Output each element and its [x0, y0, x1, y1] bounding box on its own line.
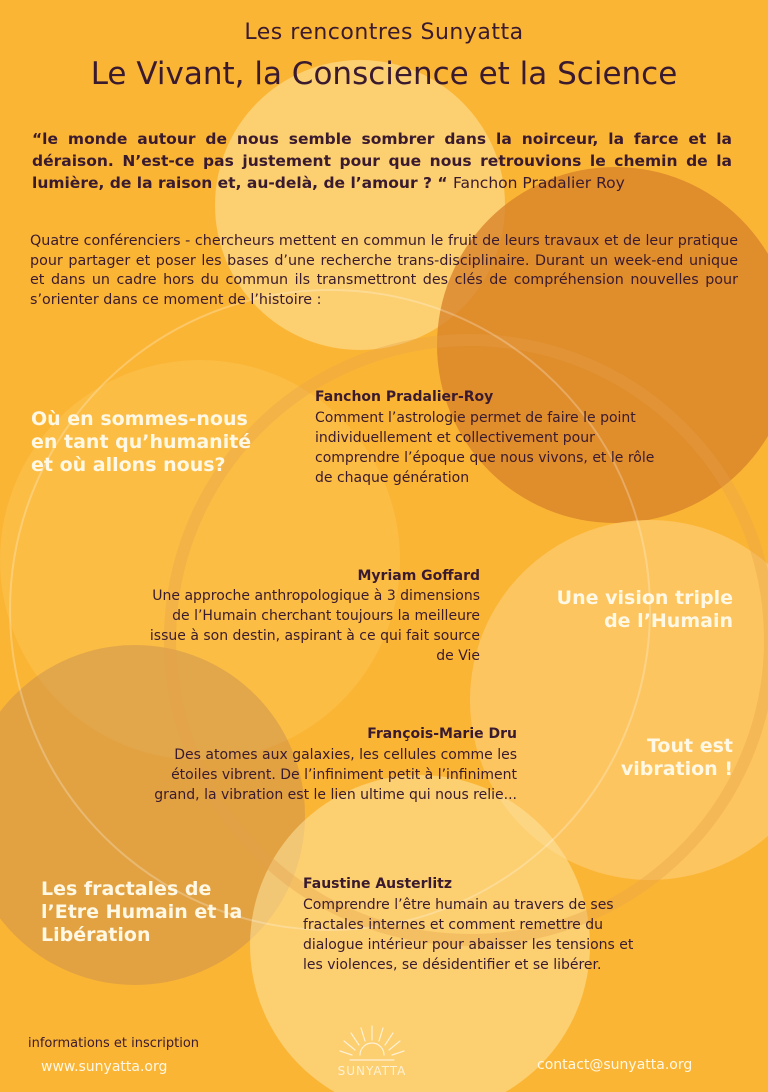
session-theme: [500, 587, 733, 633]
description-line: dialogue intérieur pour abaisser les tensions et: [303, 937, 634, 953]
description-line: Comprendre l’être humain au travers de ses: [303, 897, 614, 913]
website-link[interactable]: www.sunyatta.org: [41, 1059, 168, 1075]
description-line: Des atomes aux galaxies, les cellules comme les: [174, 747, 517, 763]
series-title: Les rencontres Sunyatta: [244, 20, 524, 45]
theme-line: Une vision triple: [556, 587, 733, 609]
description-line: comprendre l’époque que nous vivons, et le rôle: [315, 450, 655, 466]
description-line: de l’Humain cherchant toujours la meilleure: [172, 608, 480, 624]
theme-line: Libération: [41, 924, 151, 946]
theme-line: de l’Humain: [604, 610, 733, 632]
speaker-description: [303, 895, 733, 975]
description-line: les violences, se désidentifier et se libérer.: [303, 957, 602, 973]
description-line: étoiles vibrent. De l’infiniment petit à l’infiniment: [171, 767, 517, 783]
description-line: de chaque génération: [315, 470, 470, 486]
description-line: grand, la vibration est le lien ultime qui nous relie...: [154, 787, 517, 803]
description-line: Une approche anthropologique à 3 dimensions: [152, 588, 480, 604]
intro-paragraph: Quatre conférenciers - chercheurs mettent en commun le fruit de leurs travaux et de leur pratique pour partager et poser les bases d’une recherche trans-disciplinaire. Durant un week-end unique et dans un cadre hors du commun ils transmettront des clés de compréhension nouvelles pour s’orienter dans ce moment de l’histoire :: [30, 233, 738, 308]
quote-text: “le monde autour de nous semble sombrer dans la noirceur, la farce et la déraison. N’est-ce pas justement pour que nous retrouvions le chemin de la lumière, de la raison et, au-delà, de l’amour ? “: [32, 130, 732, 192]
description-line: Comment l’astrologie permet de faire le point: [315, 410, 636, 426]
speaker-description: [60, 586, 480, 666]
theme-line: Où en sommes-nous: [31, 408, 248, 430]
speaker-description: [315, 408, 735, 488]
session-theme: [560, 735, 733, 781]
description-line: individuellement et collectivement pour: [315, 430, 595, 446]
description-line: issue à son destin, aspirant à ce qui fait source: [149, 628, 480, 644]
theme-line: Tout est: [647, 735, 733, 757]
description-line: de Vie: [436, 648, 480, 664]
page-title: Le Vivant, la Conscience et la Science: [90, 56, 678, 92]
speaker-name: François-Marie Dru: [367, 726, 517, 742]
speaker-name: Myriam Goffard: [357, 568, 480, 584]
quote-author: Fanchon Pradalier Roy: [452, 174, 625, 192]
session-theme: [31, 408, 291, 477]
speaker-name: Faustine Austerlitz: [303, 876, 452, 892]
session-theme: [41, 878, 281, 947]
theme-line: en tant qu’humanité: [31, 431, 252, 453]
speaker-description: [60, 745, 517, 805]
theme-line: et où allons nous?: [31, 454, 226, 476]
theme-line: Les fractales de: [41, 878, 212, 900]
info-label: informations et inscription: [28, 1036, 200, 1051]
speaker-name: Fanchon Pradalier-Roy: [315, 389, 494, 405]
theme-line: l’Etre Humain et la: [41, 901, 243, 923]
theme-line: vibration !: [620, 758, 733, 780]
logo-text: SUNYATTA: [337, 1064, 407, 1078]
description-line: fractales internes et comment remettre du: [303, 917, 603, 933]
quote-block: [32, 128, 732, 194]
contact-email[interactable]: contact@sunyatta.org: [537, 1057, 693, 1073]
